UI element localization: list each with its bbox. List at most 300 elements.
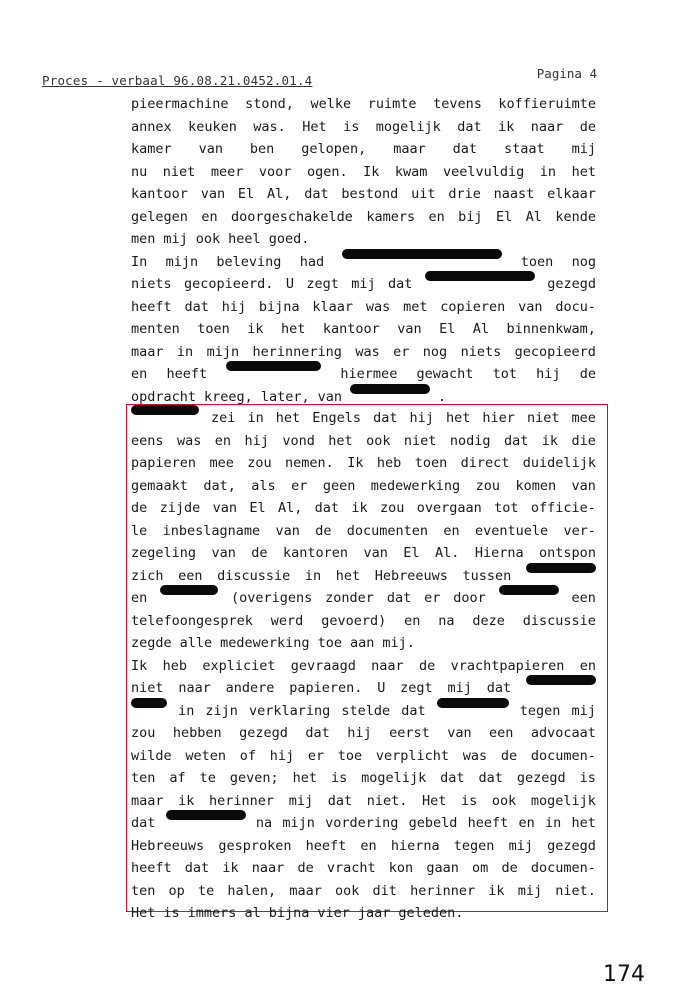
text-word: kende (555, 208, 596, 225)
text-word: documen- (530, 860, 596, 876)
text-word: dat (305, 725, 330, 741)
text-word: gelopen, (301, 141, 367, 157)
text-word: gelegen (131, 208, 188, 225)
redaction-bar (526, 675, 596, 685)
text-word: nog (571, 253, 596, 270)
text-word: gezegd (516, 770, 566, 786)
text-line (131, 700, 596, 723)
text-word: aan (349, 635, 375, 651)
text-word: dat (314, 500, 340, 516)
text-line (131, 273, 596, 296)
text-word: was (355, 343, 380, 360)
text-word: veelvuldig (442, 163, 525, 180)
text-word: beleving (216, 253, 282, 270)
text-word: vracht (326, 860, 376, 876)
text-word: In (131, 253, 148, 270)
text-word: van (275, 522, 300, 539)
text-word: gevoerd) (321, 612, 387, 629)
text-word: elkaar (547, 186, 596, 202)
text-word: (overigens (231, 590, 313, 606)
page-label: Pagina 4 (536, 66, 597, 81)
text-word: mij (351, 276, 376, 292)
text-word: Al. (435, 545, 460, 561)
text-word: af (169, 770, 186, 786)
text-word: had (299, 253, 325, 270)
text-word: in (304, 567, 322, 584)
text-word: mij (571, 141, 596, 157)
text-word: ten (131, 770, 156, 786)
text-word: weten (185, 747, 226, 764)
text-word: documenten (346, 522, 429, 539)
text-line (131, 296, 596, 319)
text-word: geen (322, 477, 356, 494)
text-word: geven; (229, 770, 279, 786)
text-word: dit (372, 882, 397, 899)
text-word: naar (251, 860, 285, 876)
text-line (131, 497, 596, 520)
text-line (131, 632, 596, 655)
text-word: mijn (206, 343, 240, 360)
text-word: later, (260, 388, 310, 405)
text-word: dat (131, 815, 156, 831)
text-line (131, 767, 596, 790)
text-word: en (131, 590, 148, 606)
text-word: niet (162, 163, 196, 180)
text-word: hij (409, 410, 434, 426)
text-word: vier (317, 905, 350, 921)
text-word: eerst (389, 725, 430, 741)
text-word: dat (184, 860, 210, 876)
text-word: ben (249, 141, 275, 157)
text-word: copieren (440, 298, 506, 315)
text-word: en (131, 366, 148, 382)
text-word: de (579, 118, 596, 135)
text-word: met (403, 298, 428, 315)
text-word: binnenkwam, (506, 321, 596, 337)
text-line (131, 542, 596, 565)
text-word: verklaring (249, 702, 331, 719)
text-word: El (237, 186, 255, 202)
text-word: maar (289, 882, 322, 899)
text-line (131, 655, 596, 678)
text-word: toen (520, 253, 554, 270)
text-word: verplicht (375, 747, 450, 764)
text-word: deze (472, 612, 505, 629)
text-word: halen, (227, 882, 277, 899)
redaction-bar (350, 384, 430, 394)
text-word: zei (211, 410, 236, 426)
text-word: herinnering (252, 343, 342, 360)
text-word: gesproken (218, 837, 292, 854)
text-word: en (214, 432, 232, 449)
text-line (131, 341, 596, 364)
text-word: U (377, 680, 386, 696)
text-word: heeft (467, 815, 509, 831)
text-word: wilde (131, 747, 172, 764)
text-word: kon (388, 860, 414, 876)
text-line (131, 610, 596, 633)
text-word: dat (452, 141, 478, 157)
text-word: keuken (188, 118, 237, 135)
text-word: opdracht (131, 388, 197, 405)
text-word: van (211, 545, 236, 561)
text-word: kreeg, (204, 388, 253, 405)
text-word: Hebreeuws (374, 567, 448, 584)
text-word: alle (179, 635, 213, 651)
text-word: naar (530, 118, 564, 135)
text-word: ik (541, 432, 559, 449)
text-word: uit (411, 186, 436, 202)
text-word: het (292, 770, 317, 786)
text-word: meer (210, 163, 244, 180)
text-word: jaar (357, 905, 391, 921)
text-word: gemaakt (131, 477, 188, 494)
text-word: voor (258, 163, 292, 180)
text-word: kantoor (322, 321, 380, 337)
text-word: is (330, 770, 348, 786)
text-line (131, 587, 596, 610)
text-word: de (579, 366, 596, 382)
text-word: van (571, 477, 596, 494)
text-word: naar (178, 680, 211, 696)
text-word: er (291, 477, 308, 494)
text-word: heeft (305, 837, 347, 854)
text-word: overgaan (416, 500, 482, 516)
text-word: kamer (131, 141, 172, 157)
text-word: mij. (382, 635, 415, 651)
text-word: gebeld (408, 815, 458, 831)
text-word: Engels (312, 410, 362, 426)
text-word: dat (184, 298, 209, 315)
text-line (131, 880, 596, 903)
text-word: en (360, 837, 377, 854)
text-word: was (176, 432, 202, 449)
text-word: Hebreeuws (131, 837, 205, 854)
redaction-bar (437, 698, 509, 708)
text-word: Hierna (474, 545, 524, 561)
text-word: heel (228, 231, 261, 247)
text-word: van (317, 388, 342, 405)
text-word: gezegd (547, 276, 596, 292)
text-word: tot (492, 366, 517, 382)
text-word: ontspon (539, 545, 596, 561)
text-word: niet (131, 680, 164, 696)
text-word: zijde (159, 500, 201, 516)
text-line (131, 430, 596, 453)
text-word: het (275, 410, 301, 426)
text-word: gezegd (239, 725, 288, 741)
text-word: was. (253, 118, 286, 135)
text-word: menten (131, 321, 180, 337)
text-word: kamers (366, 208, 416, 225)
text-word: mijn (165, 253, 199, 270)
text-word: mee (571, 410, 596, 426)
text-word: mijn (282, 815, 315, 831)
text-word: ook (491, 792, 517, 809)
text-word: mij (163, 231, 188, 247)
text-word: dat (388, 276, 413, 292)
text-word: herinner (410, 882, 476, 899)
text-word: ruimte (367, 96, 417, 112)
text-word: ik (488, 882, 505, 899)
redaction-bar (499, 585, 559, 595)
text-word: van (518, 298, 543, 315)
text-word: ogen. (306, 163, 348, 180)
text-word: dat (373, 410, 398, 426)
text-word: ook (195, 231, 221, 247)
text-word: El (439, 321, 456, 337)
text-word: dat (401, 702, 426, 719)
text-word: toe (317, 635, 342, 651)
text-word: kantoor (131, 186, 188, 202)
redaction-bar (425, 271, 535, 281)
redaction-bar (526, 563, 596, 573)
text-word: drie (448, 186, 481, 202)
text-word: maar (131, 792, 164, 809)
text-line (131, 835, 596, 858)
text-line (131, 722, 596, 745)
text-word: heeft (166, 366, 208, 382)
text-word: naar (371, 657, 404, 674)
text-word: zich (131, 567, 164, 584)
text-word: als (251, 477, 276, 494)
text-word: in (539, 163, 557, 180)
text-word: van (447, 725, 472, 741)
text-word: dat (304, 186, 329, 202)
redaction-bar (226, 361, 321, 371)
text-word: in (176, 343, 194, 360)
redaction-bar (342, 249, 502, 259)
text-word: papieren. (289, 680, 363, 696)
text-line (131, 745, 596, 768)
text-word: zou (380, 500, 405, 516)
text-word: heb (376, 455, 402, 471)
text-word: nog (422, 343, 448, 360)
text-word: doorgeschakelde (230, 208, 353, 225)
text-word: dat, (203, 477, 236, 494)
text-word: mij (517, 882, 543, 899)
text-word: en (518, 815, 535, 831)
text-word: duidelijk (522, 455, 596, 471)
text-word: papieren (131, 455, 197, 471)
text-word: zou (131, 725, 156, 741)
text-line (131, 452, 596, 475)
text-word: de (251, 545, 268, 561)
text-word: en (428, 208, 445, 225)
text-word: ik (178, 792, 195, 809)
text-word: Al, (267, 186, 292, 202)
text-word: er (424, 590, 441, 606)
text-word: van (200, 186, 226, 202)
text-word: heeft (131, 860, 172, 876)
text-word: gezegd (547, 837, 596, 854)
text-word: niets (460, 343, 502, 360)
text-word: gewacht (416, 366, 474, 382)
text-word: de (315, 522, 332, 539)
text-word: pieermachine (131, 96, 229, 112)
text-word: op (168, 882, 185, 899)
text-word: zegt (400, 680, 433, 696)
text-word: kwam (394, 163, 428, 180)
text-word: gecopieerd (514, 343, 596, 360)
text-word: maar (393, 141, 426, 157)
text-word: het (571, 815, 596, 831)
text-word: van (212, 500, 237, 516)
text-line (131, 475, 596, 498)
text-word: eens (131, 432, 164, 449)
text-word: tegen (453, 837, 495, 854)
text-word: bestond (341, 186, 399, 202)
redaction-bar (131, 405, 199, 415)
redaction-bar (131, 698, 167, 708)
text-word: Ik (131, 657, 148, 674)
text-word: dat (486, 680, 512, 696)
text-word: koffieruimte (498, 96, 596, 112)
text-word: hier (482, 410, 515, 426)
text-word: Ik (347, 455, 364, 471)
text-word: was (365, 298, 391, 315)
text-word: expliciet (202, 657, 276, 674)
text-word: zonder (325, 590, 374, 606)
text-word: advocaat (530, 725, 596, 741)
text-word: El (403, 545, 420, 561)
text-word: telefoongesprek (131, 612, 253, 629)
text-word: te (197, 882, 215, 899)
text-word: mij (571, 702, 596, 719)
text-word: ik (498, 118, 515, 135)
text-word: het (280, 321, 306, 337)
text-word: gaan (426, 860, 459, 876)
text-word: ver- (563, 522, 596, 539)
text-word: na (438, 612, 455, 629)
text-word: vordering (325, 815, 399, 831)
text-word: zegde (131, 635, 172, 651)
text-word: tegen (519, 702, 561, 719)
text-word: naast (493, 186, 535, 202)
text-word: ik (222, 860, 239, 876)
text-line (131, 183, 596, 206)
text-word: zegt (306, 276, 339, 292)
text-word: discussie (217, 567, 291, 584)
text-word: klaar (312, 298, 354, 315)
text-word: al (244, 905, 261, 921)
redaction-bar (166, 810, 246, 820)
text-word: dat (478, 770, 503, 786)
text-word: die (571, 432, 596, 449)
text-word: niet (526, 410, 560, 426)
text-word: docu- (555, 298, 596, 315)
text-word: zijn (205, 702, 238, 719)
text-word: van (198, 141, 223, 157)
text-line (131, 790, 596, 813)
text-word: eventuele (474, 522, 549, 539)
text-word: ik (247, 321, 264, 337)
text-word: er (393, 343, 410, 360)
text-word: Al, (277, 500, 303, 516)
text-line (131, 116, 596, 139)
text-word: de (297, 860, 314, 876)
text-line (131, 520, 596, 543)
text-word: annex (131, 118, 172, 135)
text-word: stond, (245, 96, 294, 112)
text-word: hij (244, 432, 269, 449)
text-word: Het (421, 792, 447, 809)
redaction-bar (160, 585, 218, 595)
text-line (131, 363, 596, 386)
text-word: er (307, 747, 325, 764)
text-word: le (131, 522, 148, 539)
text-line (131, 565, 596, 588)
text-word: vrachtpapieren (450, 657, 565, 674)
text-word: of (239, 747, 256, 764)
text-word: ook (366, 432, 391, 449)
text-word: U (285, 276, 294, 292)
text-line (131, 251, 596, 274)
text-word: Het (131, 905, 156, 921)
text-word: tevens (433, 96, 482, 112)
text-word: in (247, 410, 264, 426)
text-word: dat (327, 792, 353, 809)
text-word: een (178, 567, 203, 584)
text-word: mee (209, 455, 234, 471)
text-word: het (571, 163, 596, 180)
text-word: in (178, 702, 195, 719)
text-word: discussie (522, 612, 596, 629)
handwritten-page-number: 174 (603, 962, 645, 987)
text-line (131, 857, 596, 880)
text-line (131, 93, 596, 116)
text-word: is (163, 905, 180, 921)
text-word: hiermee (340, 366, 398, 382)
text-word: El (495, 208, 513, 225)
text-word: en (443, 522, 460, 539)
text-word: hij (269, 747, 295, 764)
text-word: dat (386, 590, 412, 606)
text-word: in (545, 815, 562, 831)
text-word: een (571, 590, 596, 606)
text-word: nu (131, 163, 148, 180)
text-word: bijna (258, 298, 300, 315)
text-word: en (201, 208, 218, 225)
text-word: dat (457, 118, 482, 135)
text-word: mogelijk (530, 792, 596, 809)
text-word: mij (288, 792, 314, 809)
text-word: mogelijk (361, 770, 427, 786)
text-line (131, 138, 596, 161)
text-word: tussen (462, 567, 512, 584)
text-line (131, 902, 596, 925)
text-word: mij (508, 837, 533, 854)
text-word: bijna (268, 905, 310, 921)
text-word: na (255, 815, 273, 831)
text-word: hij (347, 725, 372, 741)
text-word: officie- (530, 500, 596, 516)
text-word: het (335, 567, 361, 584)
text-word: Ik (363, 163, 380, 180)
text-word: een (489, 725, 514, 741)
text-word: stelde (341, 702, 391, 719)
text-line (131, 161, 596, 184)
text-word: toe (337, 747, 363, 764)
text-word: is (579, 770, 596, 786)
text-line (131, 206, 596, 229)
text-word: kantoren (283, 545, 349, 561)
text-word: Het (302, 118, 327, 135)
text-line (131, 318, 596, 341)
paragraph-boxed (131, 407, 596, 925)
text-word: niet (403, 432, 437, 449)
text-word: en (404, 612, 421, 629)
